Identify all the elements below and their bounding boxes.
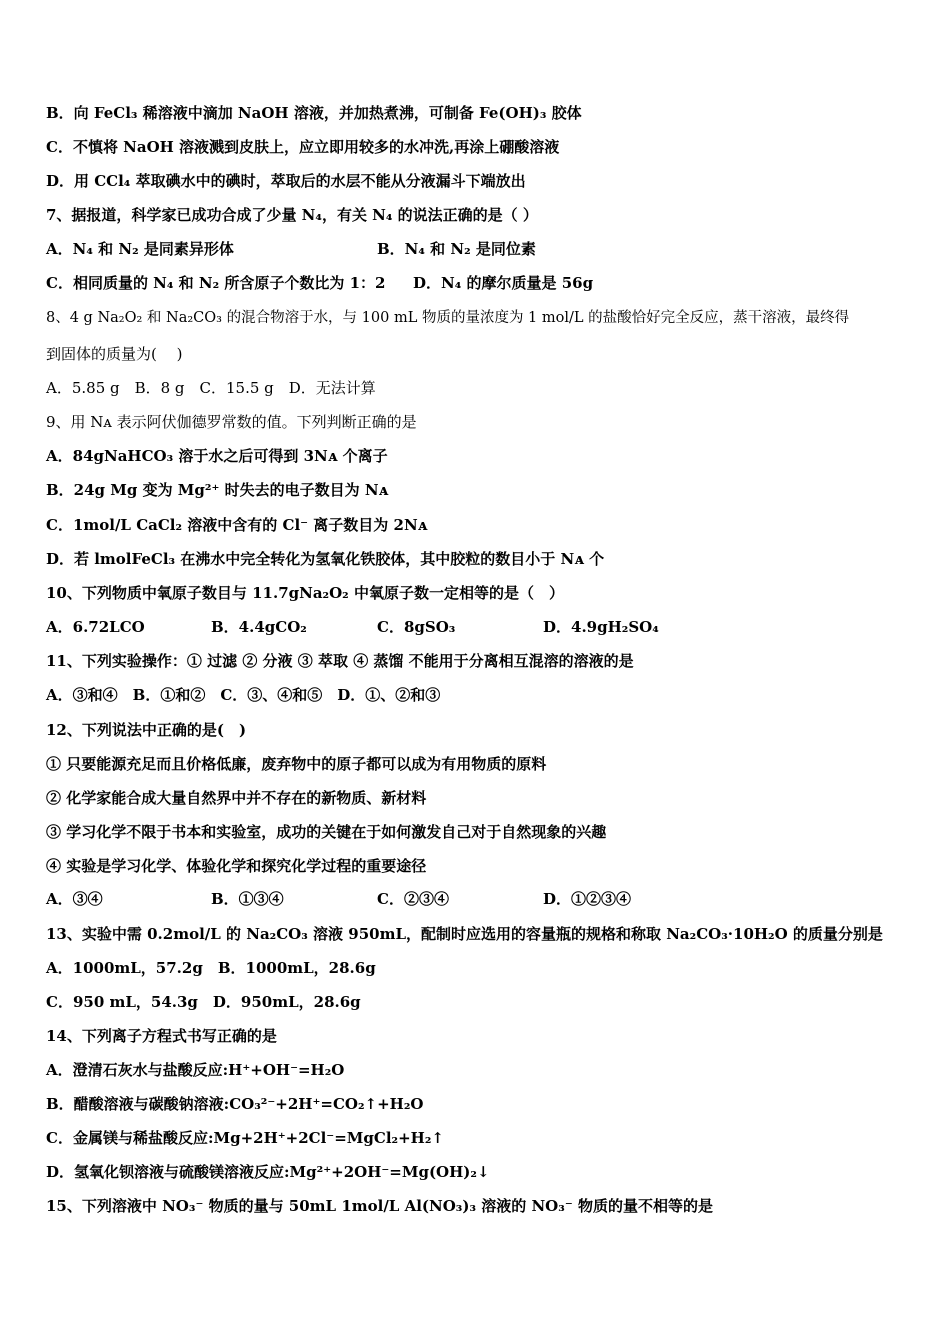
q7-option-b: B．N₄ 和 N₂ 是同位素 <box>377 240 536 258</box>
q12-stem: 12、下列说法中正确的是( ) <box>46 721 247 739</box>
q6-option-b: B．向 FeCl₃ 稀溶液中滴加 NaOH 溶液，并加热煮沸，可制备 Fe(OH)₃ 胶体 <box>46 104 582 122</box>
q12-statement-2: ② 化学家能合成大量自然界中并不存在的新物质、新材料 <box>46 789 427 807</box>
q10-stem: 10、下列物质中氧原子数目与 11.7gNa₂O₂ 中氧原子数一定相等的是（ ） <box>46 584 564 602</box>
q14-option-a: A．澄清石灰水与盐酸反应:H⁺+OH⁻=H₂O <box>46 1061 345 1079</box>
q14-option-b: B．醋酸溶液与碳酸钠溶液:CO₃²⁻+2H⁺=CO₂↑+H₂O <box>46 1095 424 1113</box>
q15-stem: 15、下列溶液中 NO₃⁻ 物质的量与 50mL 1mol/L Al(NO₃)₃ 溶液的 NO₃⁻ 物质的量不相等的是 <box>46 1197 713 1215</box>
q9-option-c: C．1mol/L CaCl₂ 溶液中含有的 Cl⁻ 离子数目为 2Nᴀ <box>46 516 428 534</box>
q6-option-d: D．用 CCl₄ 萃取碘水中的碘时，萃取后的水层不能从分液漏斗下端放出 <box>46 172 526 190</box>
q7-option-c: C．相同质量的 N₄ 和 N₂ 所含原子个数比为 1：2 <box>46 274 386 292</box>
q11-options: A．③和④ B．①和② C．③、④和⑤ D．①、②和③ <box>46 686 441 704</box>
q10-option-a: A．6.72LCO <box>46 618 145 636</box>
q10-option-c: C．8gSO₃ <box>377 618 456 636</box>
q12-statement-1: ① 只要能源充足而且价格低廉，废弃物中的原子都可以成为有用物质的原料 <box>46 755 547 773</box>
q12-statement-3: ③ 学习化学不限于书本和实验室，成功的关键在于如何激发自己对于自然现象的兴趣 <box>46 823 607 841</box>
q9-stem: 9、用 Nᴀ 表示阿伏伽德罗常数的值。下列判断正确的是 <box>46 413 417 431</box>
q14-stem: 14、下列离子方程式书写正确的是 <box>46 1027 277 1045</box>
q13-options-cd: C．950 mL，54.3g D．950mL，28.6g <box>46 993 361 1011</box>
q12-option-b: B．①③④ <box>211 890 284 908</box>
q11-stem: 11、下列实验操作：① 过滤 ② 分液 ③ 萃取 ④ 蒸馏 不能用于分离相互混溶的溶液的是 <box>46 652 634 670</box>
q9-option-a: A．84gNaHCO₃ 溶于水之后可得到 3Nᴀ 个离子 <box>46 447 388 465</box>
q7-stem: 7、据报道，科学家已成功合成了少量 N₄，有关 N₄ 的说法正确的是（ ） <box>46 206 538 224</box>
q8-stem-line1: 8、4 g Na₂O₂ 和 Na₂CO₃ 的混合物溶于水，与 100 mL 物质的量浓度为 1 mol/L 的盐酸恰好完全反应，蒸干溶液，最终得 <box>46 310 850 326</box>
q13-options-ab: A．1000mL，57.2g B．1000mL，28.6g <box>46 959 376 977</box>
q8-options: A．5.85 g B．8 g C．15.5 g D．无法计算 <box>46 379 376 397</box>
q12-option-c: C．②③④ <box>377 890 449 908</box>
q9-option-b: B．24g Mg 变为 Mg²⁺ 时失去的电子数目为 Nᴀ <box>46 481 389 499</box>
q12-option-d: D．①②③④ <box>543 890 632 908</box>
q8-stem-line2: 到固体的质量为( ) <box>46 345 183 363</box>
q9-option-d: D．若 lmolFeCl₃ 在沸水中完全转化为氢氧化铁胶体，其中胶粒的数目小于 Nᴀ 个 <box>46 550 605 568</box>
q10-option-b: B．4.4gCO₂ <box>211 618 307 636</box>
q14-option-c: C．金属镁与稀盐酸反应:Mg+2H⁺+2Cl⁻=MgCl₂+H₂↑ <box>46 1129 444 1147</box>
q12-option-a: A．③④ <box>46 890 103 908</box>
q7-option-d: D．N₄ 的摩尔质量是 56g <box>413 274 594 292</box>
q10-option-d: D．4.9gH₂SO₄ <box>543 618 659 636</box>
q12-statement-4: ④ 实验是学习化学、体验化学和探究化学过程的重要途径 <box>46 857 427 875</box>
q14-option-d: D．氢氧化钡溶液与硫酸镁溶液反应:Mg²⁺+2OH⁻=Mg(OH)₂↓ <box>46 1163 490 1181</box>
q7-option-a: A．N₄ 和 N₂ 是同素异形体 <box>46 240 234 258</box>
q13-stem: 13、实验中需 0.2mol/L 的 Na₂CO₃ 溶液 950mL，配制时应选用的容量瓶的规格和称取 Na₂CO₃·10H₂O 的质量分别是 <box>46 925 883 943</box>
q6-option-c: C．不慎将 NaOH 溶液溅到皮肤上，应立即用较多的水冲洗,再涂上硼酸溶液 <box>46 138 560 156</box>
